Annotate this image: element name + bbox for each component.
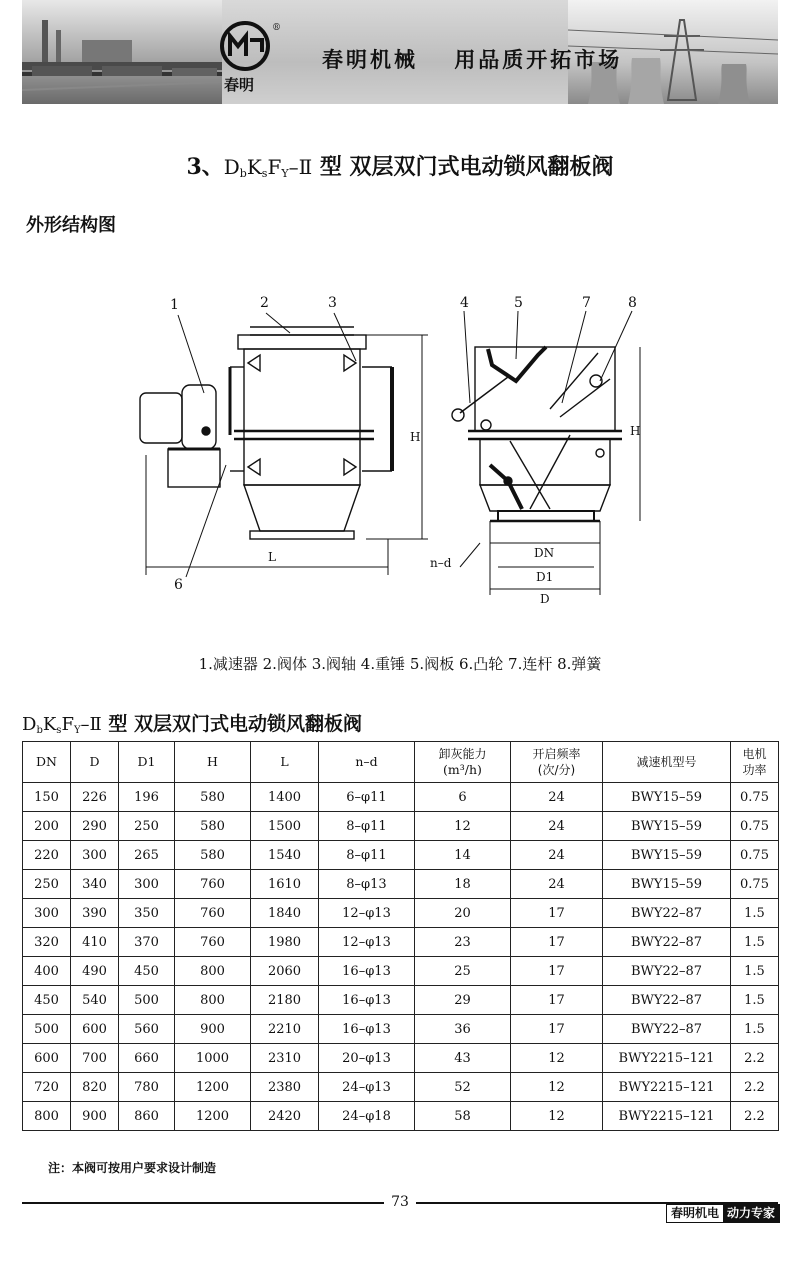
table-cell: 12 <box>415 812 511 841</box>
header-banner <box>22 0 778 104</box>
callout-numbers <box>170 295 640 606</box>
col-reducer <box>603 742 731 783</box>
table-cell: 1540 <box>251 841 319 870</box>
table-row <box>23 986 779 1015</box>
table-cell: 17 <box>511 899 603 928</box>
table-cell: 720 <box>23 1073 71 1102</box>
col-l: L <box>251 742 319 783</box>
table-cell: 800 <box>175 986 251 1015</box>
table-cell: 560 <box>119 1015 175 1044</box>
table-cell: 1840 <box>251 899 319 928</box>
table-cell: 2.2 <box>731 1073 779 1102</box>
table-cell: 226 <box>71 783 119 812</box>
table-cell: BWY15–59 <box>603 783 731 812</box>
table-cell: 580 <box>175 783 251 812</box>
table-cell: 860 <box>119 1102 175 1131</box>
table-cell: 14 <box>415 841 511 870</box>
table-cell: 25 <box>415 957 511 986</box>
table-cell: 660 <box>119 1044 175 1073</box>
callout-leaders <box>178 311 632 577</box>
table-cell: BWY2215–121 <box>603 1073 731 1102</box>
table-cell: 1400 <box>251 783 319 812</box>
footer-brand <box>666 1204 780 1223</box>
page-title <box>0 150 800 181</box>
slogan-motto: 用品质开拓市场 <box>454 48 623 72</box>
model-f: F <box>267 155 282 179</box>
table-cell: 16–φ13 <box>319 986 415 1015</box>
table-cell: 540 <box>71 986 119 1015</box>
table-cell: 24 <box>511 812 603 841</box>
dim-nd: n–d <box>430 556 452 570</box>
table-row <box>23 870 779 899</box>
footer-rule-left <box>22 1202 384 1204</box>
bottom-flange <box>250 531 354 539</box>
t-model-f: F <box>61 714 74 735</box>
table-cell: 0.75 <box>731 783 779 812</box>
table-cell: 196 <box>119 783 175 812</box>
reducer-label: 减速机型号 <box>636 755 697 769</box>
model-sub-b: b <box>239 167 247 180</box>
table-cell: 36 <box>415 1015 511 1044</box>
callout-1: 1 <box>170 297 179 313</box>
table-cell: 350 <box>119 899 175 928</box>
table-cell: 6–φ11 <box>319 783 415 812</box>
page-number: 73 <box>391 1194 409 1210</box>
table-cell: 23 <box>415 928 511 957</box>
table-cell: 24 <box>511 783 603 812</box>
table-cell: 52 <box>415 1073 511 1102</box>
dim-l: L <box>268 550 276 564</box>
table-cell: 900 <box>175 1015 251 1044</box>
col-d: D <box>71 742 119 783</box>
side-upper-body <box>475 347 615 431</box>
table-cell: BWY2215–121 <box>603 1044 731 1073</box>
table-cell: 0.75 <box>731 812 779 841</box>
model-sub-s: s <box>261 167 268 180</box>
table-row <box>23 783 779 812</box>
col-power <box>731 742 779 783</box>
table-row <box>23 1044 779 1073</box>
table-cell: 760 <box>175 870 251 899</box>
t-model-sub-s: s <box>56 725 62 736</box>
table-cell: 250 <box>119 812 175 841</box>
table-cell: 8–φ11 <box>319 841 415 870</box>
table-cell: 500 <box>23 1015 71 1044</box>
brand-name: 春明机电 <box>670 1206 719 1220</box>
col-freq <box>511 742 603 783</box>
table-cell: 700 <box>71 1044 119 1073</box>
table-cell: 58 <box>415 1102 511 1131</box>
table-cell: 580 <box>175 841 251 870</box>
col-d1: D1 <box>119 742 175 783</box>
callout-8: 8 <box>628 295 637 311</box>
table-cell: 12–φ13 <box>319 899 415 928</box>
table-cell: 265 <box>119 841 175 870</box>
table-cell: 250 <box>23 870 71 899</box>
table-cell: 900 <box>71 1102 119 1131</box>
table-cell: 1200 <box>175 1102 251 1131</box>
table-cell: 1200 <box>175 1073 251 1102</box>
dim-d1: D1 <box>536 570 554 584</box>
t-model-sub-b: b <box>36 725 43 736</box>
table-cell: BWY15–59 <box>603 841 731 870</box>
table-cell: 1500 <box>251 812 319 841</box>
freq-label: 开启频率 <box>532 747 581 761</box>
table-cell: 8–φ11 <box>319 812 415 841</box>
title-prefix: 3、 <box>186 154 224 180</box>
table-cell: 780 <box>119 1073 175 1102</box>
table-cell: 29 <box>415 986 511 1015</box>
title-suffix: 型 双层双门式电动锁风翻板阀 <box>319 155 614 180</box>
side-view <box>452 347 622 521</box>
spec-table <box>22 741 779 1131</box>
logo-emblem-icon <box>218 18 281 98</box>
table-cell: 12 <box>511 1102 603 1131</box>
footnote: 注：本阀可按用户要求设计制造 <box>48 1161 217 1175</box>
factory-icon <box>22 0 222 104</box>
table-cell: 8–φ13 <box>319 870 415 899</box>
table-cell: 390 <box>71 899 119 928</box>
table-cell: 500 <box>119 986 175 1015</box>
table-cell: 12–φ13 <box>319 928 415 957</box>
table-cell: 220 <box>23 841 71 870</box>
table-cell: 600 <box>71 1015 119 1044</box>
table-cell: 24–φ13 <box>319 1073 415 1102</box>
table-cell: 760 <box>175 928 251 957</box>
table-cell: 24 <box>511 870 603 899</box>
table-cell: 1.5 <box>731 1015 779 1044</box>
table-cell: 2420 <box>251 1102 319 1131</box>
table-cell: 1000 <box>175 1044 251 1073</box>
power-label-2: 功率 <box>742 763 767 777</box>
front-view <box>140 327 392 539</box>
table-cell: 760 <box>175 899 251 928</box>
table-cell: 0.75 <box>731 841 779 870</box>
table-title-suffix: 型 双层双门式电动锁风翻板阀 <box>108 713 363 735</box>
table-cell: 300 <box>119 870 175 899</box>
table-row <box>23 1073 779 1102</box>
table-cell: 200 <box>23 812 71 841</box>
table-cell: 16–φ13 <box>319 1015 415 1044</box>
dim-h-side: H <box>630 424 641 438</box>
capacity-unit: (m³/h) <box>443 762 482 777</box>
table-row <box>23 841 779 870</box>
table-cell: 17 <box>511 928 603 957</box>
model-sub-y: Y <box>281 167 289 180</box>
table-cell: 6 <box>415 783 511 812</box>
table-cell: 400 <box>23 957 71 986</box>
industrial-photo-left <box>22 0 222 104</box>
title-model <box>224 155 312 179</box>
table-cell: 20 <box>415 899 511 928</box>
t-model-d: D <box>22 714 37 735</box>
registered-mark: ® <box>272 23 281 33</box>
t-model-k: K <box>42 714 57 735</box>
table-cell: 2310 <box>251 1044 319 1073</box>
table-cell: 340 <box>71 870 119 899</box>
table-cell: 17 <box>511 957 603 986</box>
table-cell: 43 <box>415 1044 511 1073</box>
table-cell: 24–φ18 <box>319 1102 415 1131</box>
table-cell: 300 <box>23 899 71 928</box>
valve-body <box>244 349 360 439</box>
table-header-row <box>23 742 779 783</box>
table-cell: BWY2215–121 <box>603 1102 731 1131</box>
dim-d: D <box>540 592 550 606</box>
hopper <box>244 485 360 531</box>
reducer <box>182 385 216 449</box>
motor <box>140 393 182 443</box>
freq-unit: (次/分) <box>537 763 576 777</box>
table-cell: 17 <box>511 1015 603 1044</box>
power-label-1: 电机 <box>742 747 767 761</box>
table-cell: BWY22–87 <box>603 899 731 928</box>
table-cell: 800 <box>175 957 251 986</box>
table-cell: BWY15–59 <box>603 812 731 841</box>
callout-6: 6 <box>174 577 183 593</box>
table-cell: 2.2 <box>731 1044 779 1073</box>
table-cell: 17 <box>511 986 603 1015</box>
table-cell: 1980 <box>251 928 319 957</box>
table-cell: BWY15–59 <box>603 870 731 899</box>
table-cell: 820 <box>71 1073 119 1102</box>
logo-text: 春明 <box>224 76 255 94</box>
section-heading: 外形结构图 <box>26 215 116 236</box>
callout-3: 3 <box>328 295 337 311</box>
table-row <box>23 928 779 957</box>
table-row <box>23 812 779 841</box>
table-title-model <box>22 714 102 735</box>
table-cell: 2060 <box>251 957 319 986</box>
callout-5: 5 <box>514 295 523 311</box>
capacity-label: 卸灰能力 <box>438 747 487 761</box>
table-row <box>23 1015 779 1044</box>
col-dn: DN <box>23 742 71 783</box>
table-cell: 12 <box>511 1073 603 1102</box>
table-cell: 1.5 <box>731 986 779 1015</box>
table-cell: BWY22–87 <box>603 1015 731 1044</box>
table-cell: 580 <box>175 812 251 841</box>
table-cell: 450 <box>23 986 71 1015</box>
table-cell: 18 <box>415 870 511 899</box>
model-roman: –Ⅱ <box>288 155 313 179</box>
col-capacity <box>415 742 511 783</box>
table-row <box>23 899 779 928</box>
callout-4: 4 <box>460 295 469 311</box>
table-cell: BWY22–87 <box>603 928 731 957</box>
brand-tagline: 动力专家 <box>723 1205 779 1222</box>
slogan-company: 春明机械 <box>322 48 418 72</box>
col-h: H <box>175 742 251 783</box>
table-cell: 410 <box>71 928 119 957</box>
callout-2: 2 <box>260 295 269 311</box>
table-cell: 1.5 <box>731 899 779 928</box>
table-cell: 1610 <box>251 870 319 899</box>
table-cell: 600 <box>23 1044 71 1073</box>
dim-dn: DN <box>534 546 555 560</box>
table-cell: 0.75 <box>731 870 779 899</box>
company-logo <box>218 18 281 98</box>
dim-h-front: H <box>410 430 421 444</box>
table-cell: 800 <box>23 1102 71 1131</box>
col-nd: n–d <box>319 742 415 783</box>
table-cell: BWY22–87 <box>603 957 731 986</box>
table-cell: 370 <box>119 928 175 957</box>
table-cell: 20–φ13 <box>319 1044 415 1073</box>
t-model-roman: –Ⅱ <box>80 714 102 735</box>
table-cell: 12 <box>511 1044 603 1073</box>
model-k: K <box>246 155 262 179</box>
table-cell: BWY22–87 <box>603 986 731 1015</box>
table-cell: 150 <box>23 783 71 812</box>
table-title <box>22 709 362 736</box>
t-model-sub-y: Y <box>73 725 81 736</box>
header-slogan <box>322 44 648 74</box>
table-cell: 2.2 <box>731 1102 779 1131</box>
table-cell: 290 <box>71 812 119 841</box>
parts-legend: 1.减速器 2.阀体 3.阀轴 4.重锤 5.阀板 6.凸轮 7.连杆 8.弹簧 <box>198 655 602 673</box>
table-cell: 450 <box>119 957 175 986</box>
table-cell: 1.5 <box>731 957 779 986</box>
table-row <box>23 1102 779 1131</box>
table-cell: 1.5 <box>731 928 779 957</box>
table-cell: 490 <box>71 957 119 986</box>
table-cell: 2380 <box>251 1073 319 1102</box>
valve-drawing <box>130 285 670 605</box>
motor-base <box>168 449 220 487</box>
callout-7: 7 <box>582 295 591 311</box>
table-cell: 2210 <box>251 1015 319 1044</box>
table-row <box>23 957 779 986</box>
table-cell: 2180 <box>251 986 319 1015</box>
model-d: D <box>223 155 240 179</box>
table-cell: 16–φ13 <box>319 957 415 986</box>
table-cell: 24 <box>511 841 603 870</box>
table-cell: 300 <box>71 841 119 870</box>
table-body <box>23 783 779 1131</box>
table-cell: 320 <box>23 928 71 957</box>
